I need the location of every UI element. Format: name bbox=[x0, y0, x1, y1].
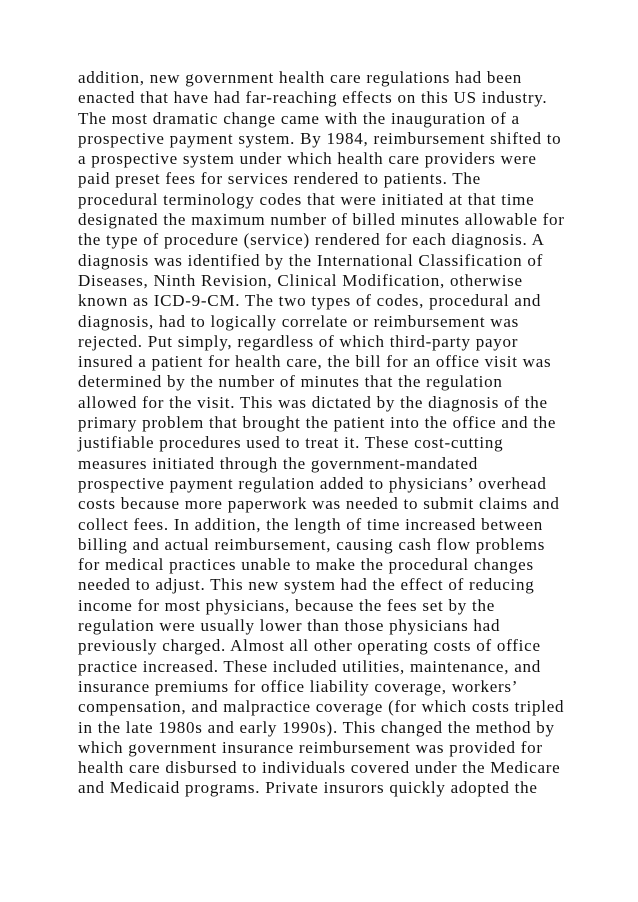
text-line: billing and actual reimbursement, causing cash flow problems bbox=[78, 534, 546, 554]
text-line: in the late 1980s and early 1990s). This changed the method by bbox=[78, 717, 555, 737]
text-line: practice increased. These included utilities, maintenance, and bbox=[78, 656, 541, 676]
text-line: enacted that have had far-reaching effects on this US industry. bbox=[78, 88, 548, 108]
text-line: Diseases, Ninth Revision, Clinical Modification, otherwise bbox=[78, 270, 523, 290]
text-line: measures initiated through the government-mandated bbox=[78, 453, 479, 473]
text-line: diagnosis, had to logically correlate or reimbursement was bbox=[78, 311, 519, 331]
text-line: a prospective system under which health care providers were bbox=[78, 149, 537, 169]
text-line: rejected. Put simply, regardless of which third-party payor bbox=[78, 331, 519, 351]
text-line: prospective payment system. By 1984, reimbursement shifted to bbox=[78, 128, 562, 148]
text-line: prospective payment regulation added to physicians’ overhead bbox=[78, 473, 547, 493]
text-line: previously charged. Almost all other operating costs of office bbox=[78, 636, 541, 656]
text-line: primary problem that brought the patient into the office and the bbox=[78, 413, 557, 433]
text-line: for medical practices unable to make the procedural changes bbox=[78, 555, 534, 575]
text-line: paid preset fees for services rendered to patients. The bbox=[78, 169, 481, 189]
text-line: insurance premiums for office liability coverage, workers’ bbox=[78, 676, 519, 696]
text-line: known as ICD-9-CM. The two types of codes, procedural and bbox=[78, 291, 542, 311]
text-line: diagnosis was identified by the International Classification of bbox=[78, 250, 544, 270]
text-line: collect fees. In addition, the length of time increased between bbox=[78, 514, 544, 534]
text-line: costs because more paperwork was needed to submit claims and bbox=[78, 494, 560, 514]
text-line: and Medicaid programs. Private insurors quickly adopted the bbox=[78, 778, 538, 798]
text-line: health care disbursed to individuals covered under the Medicare bbox=[78, 758, 561, 778]
text-line: The most dramatic change came with the inauguration of a bbox=[78, 108, 520, 128]
text-line: the type of procedure (service) rendered for each diagnosis. A bbox=[78, 230, 545, 250]
text-line: needed to adjust. This new system had the effect of reducing bbox=[78, 575, 535, 595]
body-text bbox=[78, 68, 638, 799]
text-line: insured a patient for health care, the bill for an office visit was bbox=[78, 352, 552, 372]
text-line: income for most physicians, because the fees set by the bbox=[78, 595, 496, 615]
text-line: designated the maximum number of billed minutes allowable for bbox=[78, 210, 565, 230]
text-line: compensation, and malpractice coverage (for which costs tripled bbox=[78, 697, 565, 717]
text-line: addition, new government health care regulations had been bbox=[78, 68, 522, 87]
text-line: determined by the number of minutes that the regulation bbox=[78, 372, 503, 392]
text-line: regulation were usually lower than those physicians had bbox=[78, 616, 501, 636]
text-line: procedural terminology codes that were initiated at that time bbox=[78, 189, 535, 209]
text-line: allowed for the visit. This was dictated by the diagnosis of the bbox=[78, 392, 548, 412]
text-line: justifiable procedures used to treat it. These cost-cutting bbox=[78, 433, 504, 453]
text-line: which government insurance reimbursement was provided for bbox=[78, 737, 543, 757]
